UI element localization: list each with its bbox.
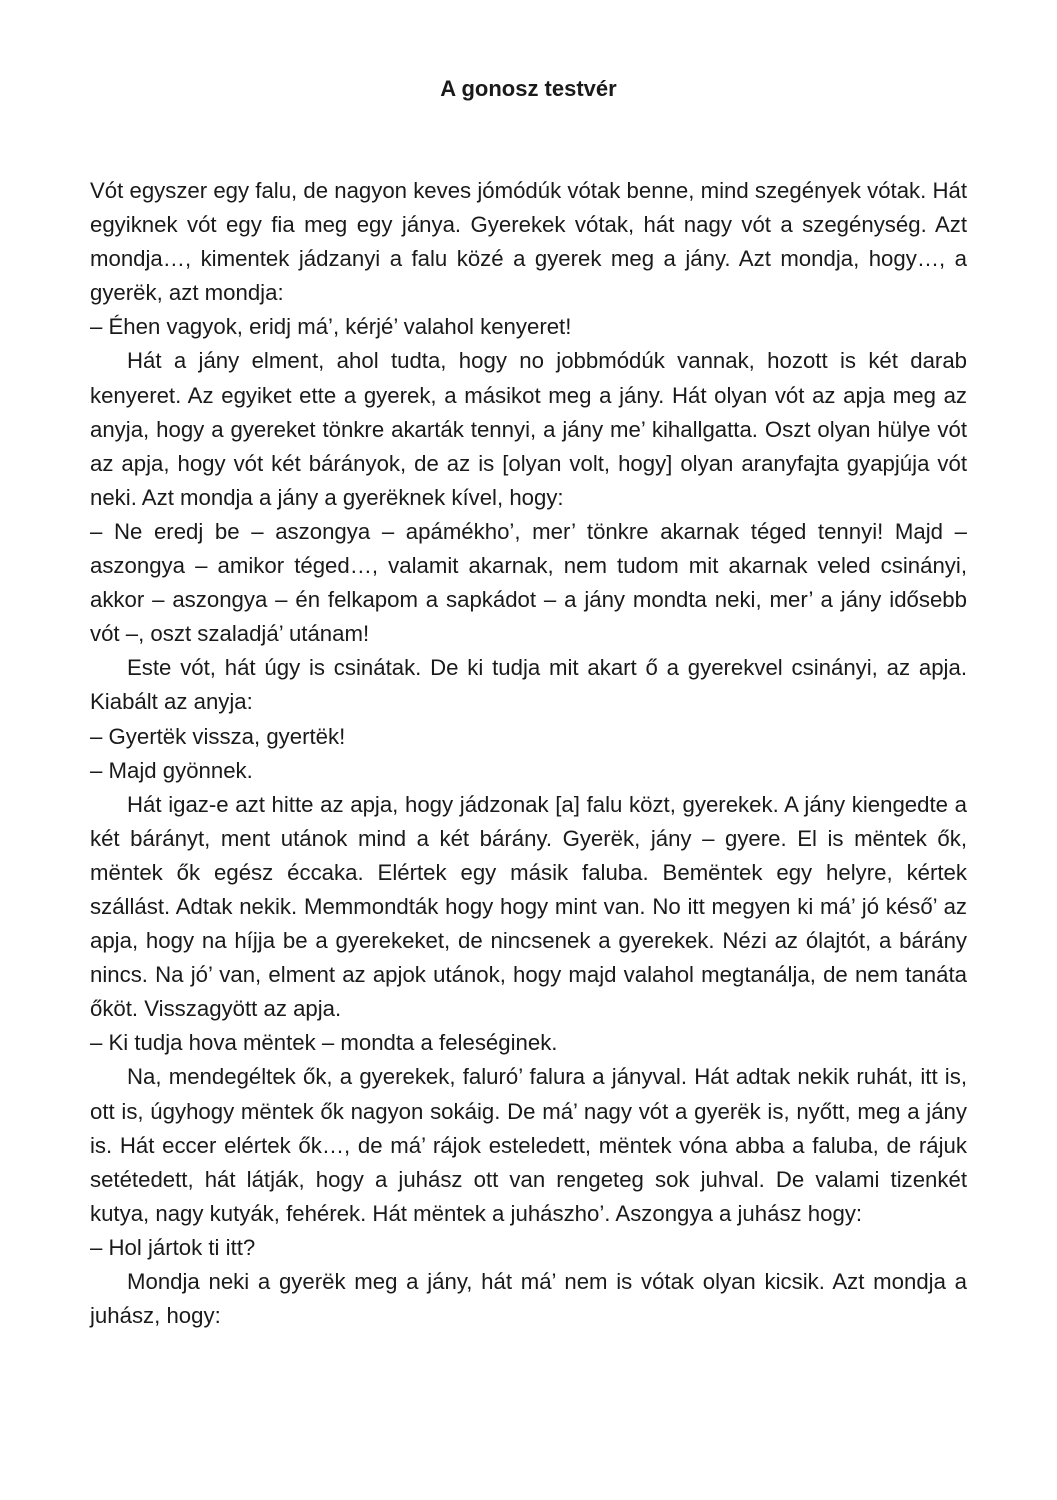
dialogue-line: – Majd gyönnek. — [90, 757, 253, 783]
paragraph: Vót egyszer egy falu, de nagyon keves jómódúk vótak benne, mind szegények vótak. Hát egyiknek vót egy fia meg egy jánya. Gyerekek vótak, hát nagy vót a szegénység. Azt mondja…, kimentek jádzanyi a falu közé a gyerek meg a jány. Azt mondja, hogy…, a gyerëk, azt mondja: — [90, 178, 967, 306]
document-body — [90, 174, 967, 1333]
paragraph: Hát igaz-e azt hitte az apja, hogy jádzonak [a] falu közt, gyerekek. A jány kiengedte a két bárányt, ment utánok mind a két bárány. Gyerëk, jány – gyere. El is mëntek ők, mëntek ők egész éccaka. Elértek egy másik faluba. Bemëntek egy helyre, kértek szállást. Adtak nekik. Memmondták hogy hogy mint van. No itt megyen ki má’ jó késő’ az apja, hogy na híjja be a gyerekeket, de nincsenek a gyerekek. Nézi az ólajtót, a bárány nincs. Na jó’ van, elment az apjok utánok, hogy majd valahol megtanálja, de nem tanáta őköt. Visszagyött az apja. — [90, 791, 967, 1022]
dialogue-line: – Ki tudja hova mëntek – mondta a feleséginek. — [90, 1030, 558, 1056]
dialogue-line: – Éhen vagyok, eridj má’, kérjé’ valahol kenyeret! — [90, 314, 572, 340]
dialogue-line: – Gyertëk vissza, gyertëk! — [90, 723, 346, 749]
paragraph: Mondja neki a gyerëk meg a jány, hát má’ nem is vótak olyan kicsik. Azt mondja a juhász, hogy: — [90, 1269, 967, 1329]
paragraph: Hát a jány elment, ahol tudta, hogy no jobbmódúk vannak, hozott is két darab kenyeret. Az egyiket ette a gyerek, a másikot meg a jány. Hát olyan vót az apja meg az anyja, hogy a gyereket tönkre akarták tennyi, a jány me’ kihallgatta. Oszt olyan hülye vót az apja, hogy vót két bárányok, de az is [olyan volt, hogy] olyan aranyfajta gyapjúja vót neki. Azt mondja a jány a gyerëknek kível, hogy: — [90, 348, 967, 510]
dialogue-line: – Hol jártok ti itt? — [90, 1234, 256, 1260]
document-page — [90, 0, 967, 1500]
dialogue-line: – Ne eredj be – aszongya – apámékho’, mer’ tönkre akarnak téged tennyi! Majd – aszongya – amikor téged…, valamit akarnak, nem tudom mit akarnak veled csinányi, akkor – aszongya – én felkapom a sapkádot – a jány mondta neki, mer’ a jány idősebb vót –, oszt szaladjá’ utánam! — [90, 518, 967, 647]
paragraph: Na, mendegéltek ők, a gyerekek, faluró’ falura a jányval. Hát adtak nekik ruhát, itt is, ott is, úgyhogy mëntek ők nagyon sokáig. De má’ nagy vót a gyerëk is, nyőtt, meg a jány is. Hát eccer elértek ők…, de má’ rájok esteledett, mëntek vóna abba a faluba, de rájuk setétedett, hát látják, hogy a juhász ott van rengeteg sok juhval. De valami tizenkét kutya, nagy kutyák, fehérek. Hát mëntek a juhászho’. Aszongya a juhász hogy: — [90, 1064, 967, 1226]
paragraph: Este vót, hát úgy is csinátak. De ki tudja mit akart ő a gyerekvel csinányi, az apja. Kiabált az anyja: — [90, 655, 967, 715]
page-title: A gonosz testvér — [440, 76, 617, 101]
